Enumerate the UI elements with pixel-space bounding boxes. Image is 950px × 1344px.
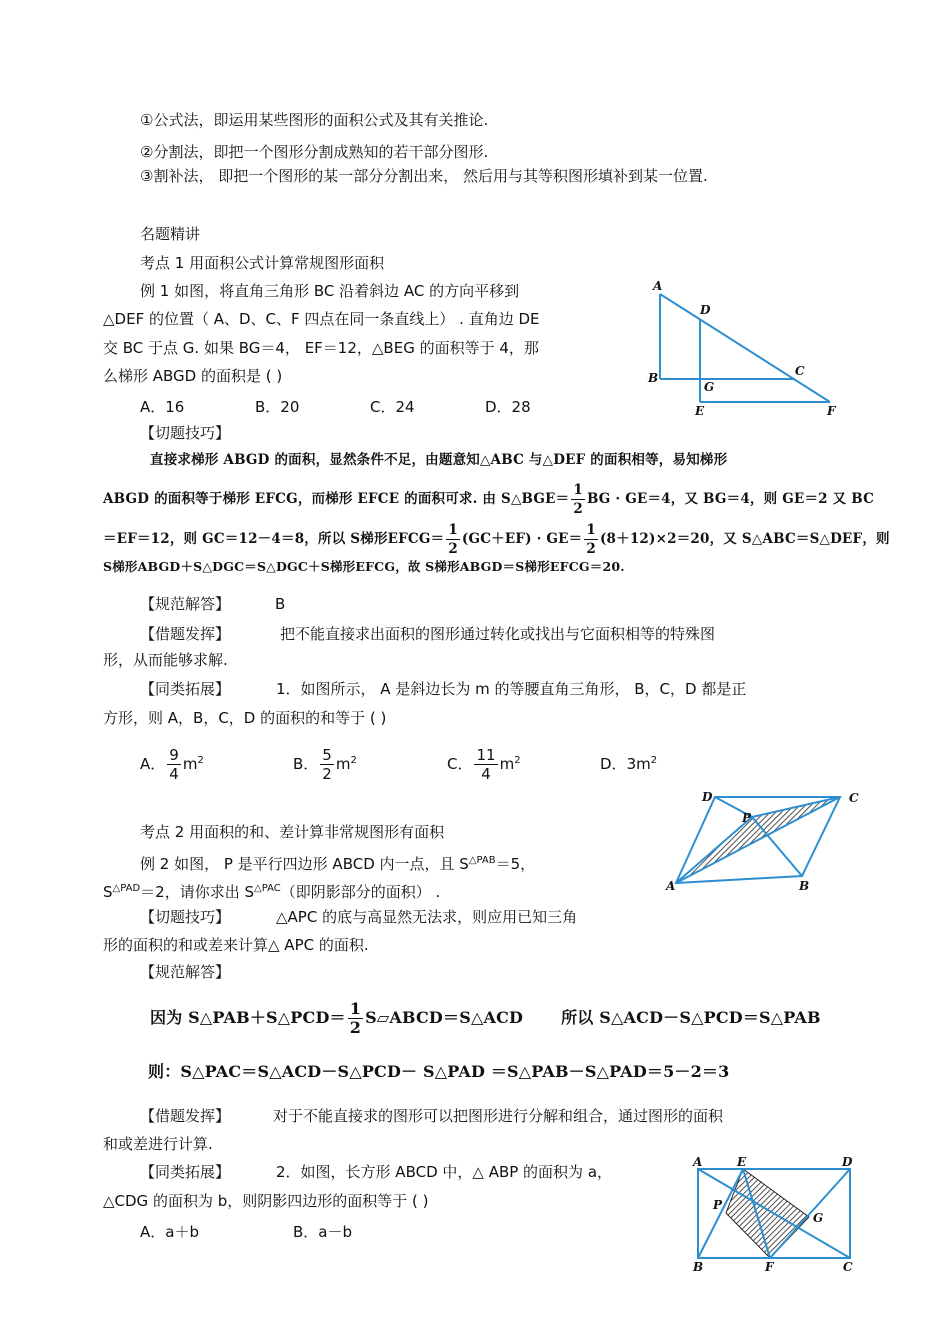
label-g: G (813, 1211, 824, 1225)
option-b: B．20 (255, 398, 300, 416)
extend-label: 【同类拓展】 (140, 680, 231, 698)
ext-option-a: A． $\frac{9}{4}$ $m^2$ (140, 746, 204, 783)
label-d: D (702, 790, 713, 804)
tip-line: ＝EF＝12，则 GC＝12－4＝8，所以 S梯形EFCG＝ $\frac{1}{2}$ (GC＋EF) · GE＝ $\frac{1}{2}$ (8＋12)×2＝20，又 S△ABC＝S△DEF，则 (103, 522, 890, 557)
tip-line: S梯形ABGD＋S△DGC＝S△DGC＋S梯形EFCG，故 S梯形ABGD＝S梯形EFCG＝20. (103, 559, 625, 574)
answer-label: 【规范解答】 (140, 595, 231, 613)
tip2-line: 形的面积的和或差来计算△ APC 的面积. (103, 936, 369, 954)
option-d: D．28 (485, 398, 531, 416)
label-d: D (700, 303, 711, 317)
tip2-label: 【切题技巧】 (140, 908, 231, 926)
extend-line: 方形，则 A，B，C，D 的面积的和等于 ( ) (103, 709, 387, 727)
tip-label: 【切题技巧】 (140, 424, 231, 442)
method-1: ①公式法，即运用某些图形的面积公式及其有关推论. (140, 111, 489, 129)
reflect-line: 把不能直接求出面积的图形通过转化或找出与它面积相等的特殊图 (280, 625, 716, 643)
example2-line: 例 2 如图， P 是平行四边形 ABCD 内一点，且 $S^{\triangle PAB}=5$， (140, 855, 536, 873)
method-3: ③割补法， 即把一个图形的某一部分分割出来， 然后用与其等积图形填补到某一位置. (140, 167, 708, 185)
figure-parallelogram (660, 786, 870, 896)
example2-line: $S^{\triangle PAD}=2$，请你求出 $S^{\triangle PAC}$（即阴影部分的面积） . (103, 883, 441, 901)
ext-option-c: C． $\frac{11}{4}$ $m^2$ (447, 746, 521, 783)
reflect-line: 形，从而能够求解. (103, 651, 228, 669)
ext2-option-a: A．a＋b (140, 1223, 199, 1241)
point2-title: 考点 2 用面积的和、差计算非常规图形有面积 (140, 823, 445, 841)
figure-triangle-translation (645, 278, 850, 418)
label-b: B (693, 1260, 704, 1274)
reflect2-line: 和或差进行计算. (103, 1135, 213, 1153)
example1-line: 么梯形 ABGD 的面积是 ( ) (103, 367, 283, 385)
option-c: C．24 (370, 398, 415, 416)
example1-line: △DEF 的位置（ A、D、C、F 四点在同一条直线上） . 直角边 DE (103, 310, 540, 328)
option-a: A．16 (140, 398, 185, 416)
extend-line: 1．如图所示， A 是斜边长为 m 的等腰直角三角形， B，C，D 都是正 (276, 680, 747, 698)
formula-1: 因为 S△PAB＋S△PCD＝ $\frac{1}{2}$ S▱ABCD＝S△ACD 所以 S△ACD－S△PCD＝S△PAB (150, 999, 821, 1037)
label-a: A (693, 1155, 703, 1169)
reflect2-label: 【借题发挥】 (140, 1107, 231, 1125)
label-c: C (849, 791, 859, 805)
example1-line: 交 BC 于点 G. 如果 BG＝4， EF＝12，△BEG 的面积等于 4，那 (103, 339, 539, 357)
tip-line: ABGD 的面积等于梯形 EFCG，而梯形 EFCE 的面积可求. 由 S△BGE＝ $\frac{1}{2}$ BG · GE＝4，又 BG＝4，则 GE＝2 又 BC (103, 482, 875, 517)
tip-line: 直接求梯形 ABGD 的面积，显然条件不足，由题意知△ABC 与△DEF 的面积相等，易知梯形 (150, 452, 728, 468)
label-p: P (713, 1198, 723, 1212)
label-e: E (695, 404, 705, 418)
label-p: P (742, 811, 752, 825)
formula-2: 则：S△PAC＝S△ACD－S△PCD－ S△PAD ＝S△PAB－S△PAD＝5－2＝3 (148, 1062, 730, 1081)
label-c: C (843, 1260, 853, 1274)
label-c: C (795, 364, 805, 378)
ext-option-d: D．$3m^2$ (600, 755, 658, 773)
label-f: F (765, 1260, 774, 1274)
answer2-label: 【规范解答】 (140, 963, 231, 981)
example1-line: 例 1 如图，将直角三角形 BC 沿着斜边 AC 的方向平移到 (140, 282, 520, 300)
reflect-label: 【借题发挥】 (140, 625, 231, 643)
answer-value: B (275, 595, 286, 613)
label-g: G (704, 380, 715, 394)
label-e: E (737, 1155, 747, 1169)
ext-option-b: B． $\frac{5}{2}$ $m^2$ (293, 746, 357, 783)
label-a: A (666, 879, 676, 893)
extend2-line: △CDG 的面积为 b，则阴影四边形的面积等于 ( ) (103, 1192, 429, 1210)
extend2-line: 2．如图，长方形 ABCD 中，△ ABP 的面积为 a， (276, 1163, 613, 1181)
label-b: B (648, 371, 659, 385)
tip2-line: △APC 的底与高显然无法求，则应用已知三角 (276, 908, 578, 926)
extend2-label: 【同类拓展】 (140, 1163, 231, 1181)
label-a: A (653, 279, 663, 293)
figure-rectangle (685, 1150, 860, 1275)
ext2-option-b: B．a－b (293, 1223, 353, 1241)
label-b: B (799, 879, 810, 893)
label-d: D (842, 1155, 853, 1169)
point1-title: 考点 1 用面积公式计算常规图形面积 (140, 254, 385, 272)
method-2: ②分割法，即把一个图形分割成熟知的若干部分图形. (140, 143, 489, 161)
label-f: F (827, 404, 836, 418)
reflect2-line: 对于不能直接求的图形可以把图形进行分解和组合，通过图形的面积 (273, 1107, 724, 1125)
section-title: 名题精讲 (140, 225, 201, 243)
